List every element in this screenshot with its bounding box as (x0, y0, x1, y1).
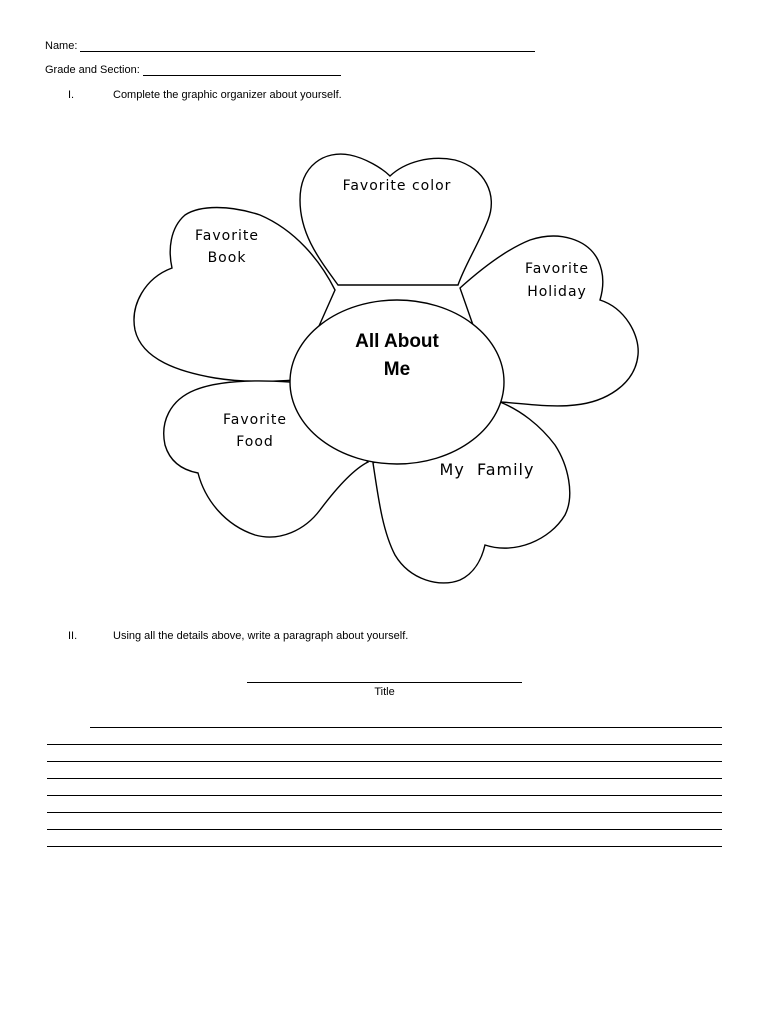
center-label-line1: All About (355, 331, 439, 352)
title-label: Title (374, 686, 395, 698)
writing-line-5[interactable] (47, 795, 722, 796)
writing-line-1[interactable] (90, 727, 722, 728)
writing-line-2[interactable] (47, 744, 722, 745)
name-field[interactable] (80, 41, 535, 52)
part2-number: II. (68, 630, 78, 642)
writing-line-7[interactable] (47, 829, 722, 830)
title-field[interactable] (247, 682, 522, 683)
petal-label-family: My Family (439, 460, 535, 479)
writing-line-6[interactable] (47, 812, 722, 813)
name-label: Name: (45, 40, 78, 52)
petal-label-food-2: Food (236, 434, 274, 450)
petal-label-holiday-1: Favorite (525, 261, 589, 277)
petal-label-holiday-2: Holiday (527, 284, 587, 300)
part2-text: Using all the details above, write a paragraph about yourself. (113, 630, 409, 642)
part1-text: Complete the graphic organizer about yourself. (113, 89, 342, 101)
grade-section-row (45, 64, 341, 76)
petal-favorite-color[interactable] (300, 154, 491, 285)
center-circle[interactable] (290, 300, 504, 464)
center-label-line2: Me (383, 359, 411, 380)
writing-line-3[interactable] (47, 761, 722, 762)
petal-label-book-1: Favorite (195, 228, 259, 244)
writing-line-4[interactable] (47, 778, 722, 779)
petal-label-food-1: Favorite (223, 412, 287, 428)
grade-section-label: Grade and Section: (45, 64, 140, 76)
grade-section-field[interactable] (143, 65, 341, 76)
petal-label-book-2: Book (207, 250, 247, 266)
part1-number: I. (68, 89, 75, 101)
petal-label-color: Favorite color (342, 178, 452, 194)
name-row (45, 40, 535, 52)
writing-line-8[interactable] (47, 846, 722, 847)
flower-graphic-organizer (120, 140, 650, 590)
